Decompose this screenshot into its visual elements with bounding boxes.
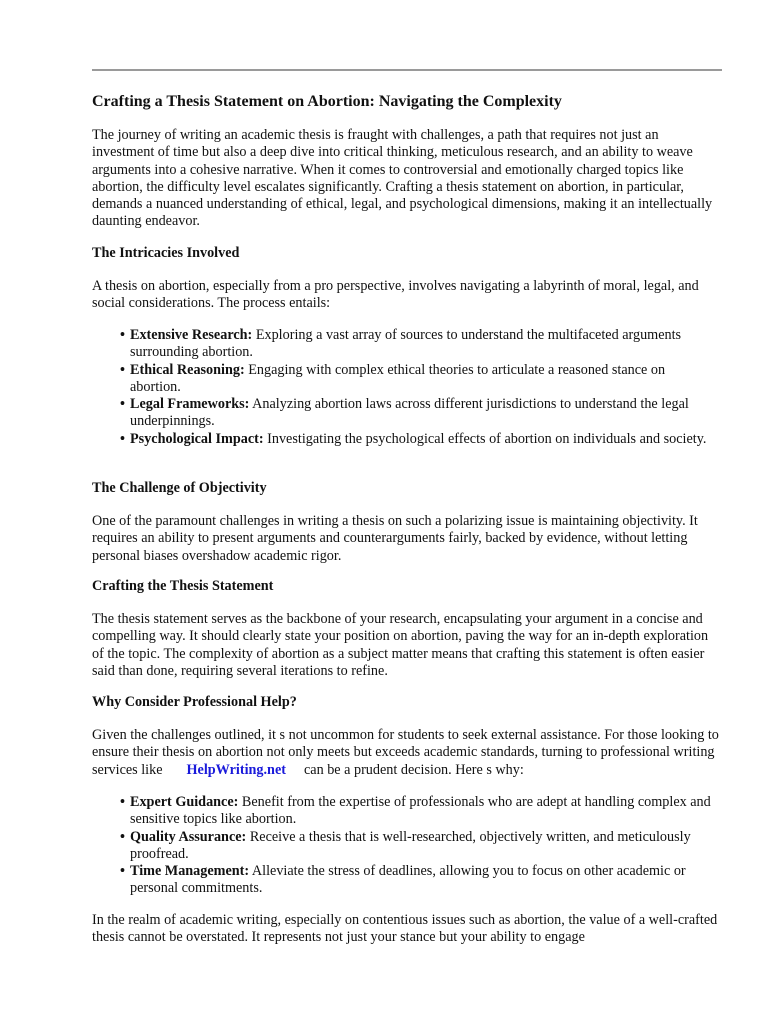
list-item-text: Benefit from the expertise of professionals who are adept at handling complex and sensitive topics like abortion. [130,794,711,828]
list-item [92,396,712,431]
list-item-text: Receive a thesis that is well-researched, objectively written, and meticulously proofread. [130,828,691,862]
list-item [92,829,712,864]
section-heading-objectivity: The Challenge of Objectivity [92,480,267,496]
section-heading-help: Why Consider Professional Help? [92,694,297,710]
help-list [92,794,712,898]
help-text-before: Given the challenges outlined, it s not uncommon for students to seek external assistance. For those looking to ensure their thesis on abortion not only meets but exceeds academic standards, turning to professional writing services like [92,727,719,778]
help-body [92,727,722,779]
helpwriting-link[interactable]: HelpWriting.net [186,761,286,778]
bullet-icon: • [120,361,125,378]
intricacies-body [92,278,722,313]
list-item-text: Alleviate the stress of deadlines, allowing you to focus on other academic or personal commitments. [130,863,686,897]
list-item [92,431,712,448]
list-item-label: Time Management: [130,863,250,880]
bullet-icon: • [120,828,125,845]
section-heading-crafting: Crafting the Thesis Statement [92,578,274,594]
objectivity-section [92,480,722,497]
help-list-block [92,794,712,898]
crafting-paragraph: The thesis statement serves as the backbone of your research, encapsulating your argument in a concise and compelling way. It should clearly state your position on abortion, paving the way for an in-depth exploration of the topic. The complexity of abortion as a subject matter means that crafting this statement is often easier said than done, requiring several iterations to refine. [92,611,709,679]
list-item-label: Expert Guidance: [130,794,239,810]
bullet-icon: • [120,396,125,413]
bullet-icon: • [120,430,125,447]
objectivity-body [92,513,722,565]
document-title: Crafting a Thesis Statement on Abortion: Navigating the Complexity [92,93,562,110]
crafting-section [92,578,722,595]
intro-paragraph: The journey of writing an academic thesis is fraught with challenges, a path that requires not just an investment of time but also a deep dive into critical thinking, meticulous research, and an ability to weave arguments into a cohesive narrative. When it comes to controversial and emotionally charged topics like abortion, the difficulty level escalates significantly. Crafting a thesis statement on abortion, in particular, demands a nuanced understanding of ethical, legal, and psychological dimensions, making it an intellectually daunting endeavor. [92,127,713,230]
list-item-text: Exploring a vast array of sources to understand the multifaceted arguments surrounding abortion. [130,327,682,361]
intricacies-list-block [92,327,712,448]
bullet-icon: • [120,327,125,343]
intro-section [92,127,722,231]
help-text-after: can be a prudent decision. Here s why: [303,761,524,778]
intricacies-paragraph: A thesis on abortion, especially from a pro perspective, involves navigating a labyrinth of moral, legal, and social considerations. The process entails: [92,278,699,312]
list-item-label: Legal Frameworks: [130,396,250,413]
list-item [92,327,712,362]
intricacies-section [92,245,722,262]
list-item [92,794,712,829]
list-item-text: Engaging with complex ethical theories to articulate a reasoned stance on abortion. [130,361,666,395]
closing-section [92,912,722,947]
help-paragraph [92,727,722,779]
closing-paragraph: In the realm of academic writing, especially on contentious issues such as abortion, the value of a well-crafted thesis cannot be overstated. It represents not just your stance but your ability to engage [92,912,718,946]
list-item-text: Investigating the psychological effects of abortion on individuals and society. [263,430,707,447]
top-divider [92,69,722,71]
section-heading-intricacies: The Intricacies Involved [92,245,240,261]
objectivity-paragraph: One of the paramount challenges in writing a thesis on such a polarizing issue is maintaining objectivity. It requires an ability to present arguments and counterarguments fairly, backed by evidence, without letting personal biases overshadow academic rigor. [92,513,698,564]
list-item [92,362,712,397]
list-item-label: Quality Assurance: [130,828,247,845]
bullet-icon: • [120,863,125,880]
list-item-label: Extensive Research: [130,327,253,343]
list-item-text: Analyzing abortion laws across different jurisdictions to understand the legal underpinnings. [130,396,689,430]
list-item-label: Psychological Impact: [130,430,264,447]
crafting-body [92,611,722,680]
bullet-icon: • [120,794,125,810]
intricacies-list [92,327,712,448]
list-item [92,863,712,898]
help-section [92,694,722,711]
list-item-label: Ethical Reasoning: [130,361,245,378]
